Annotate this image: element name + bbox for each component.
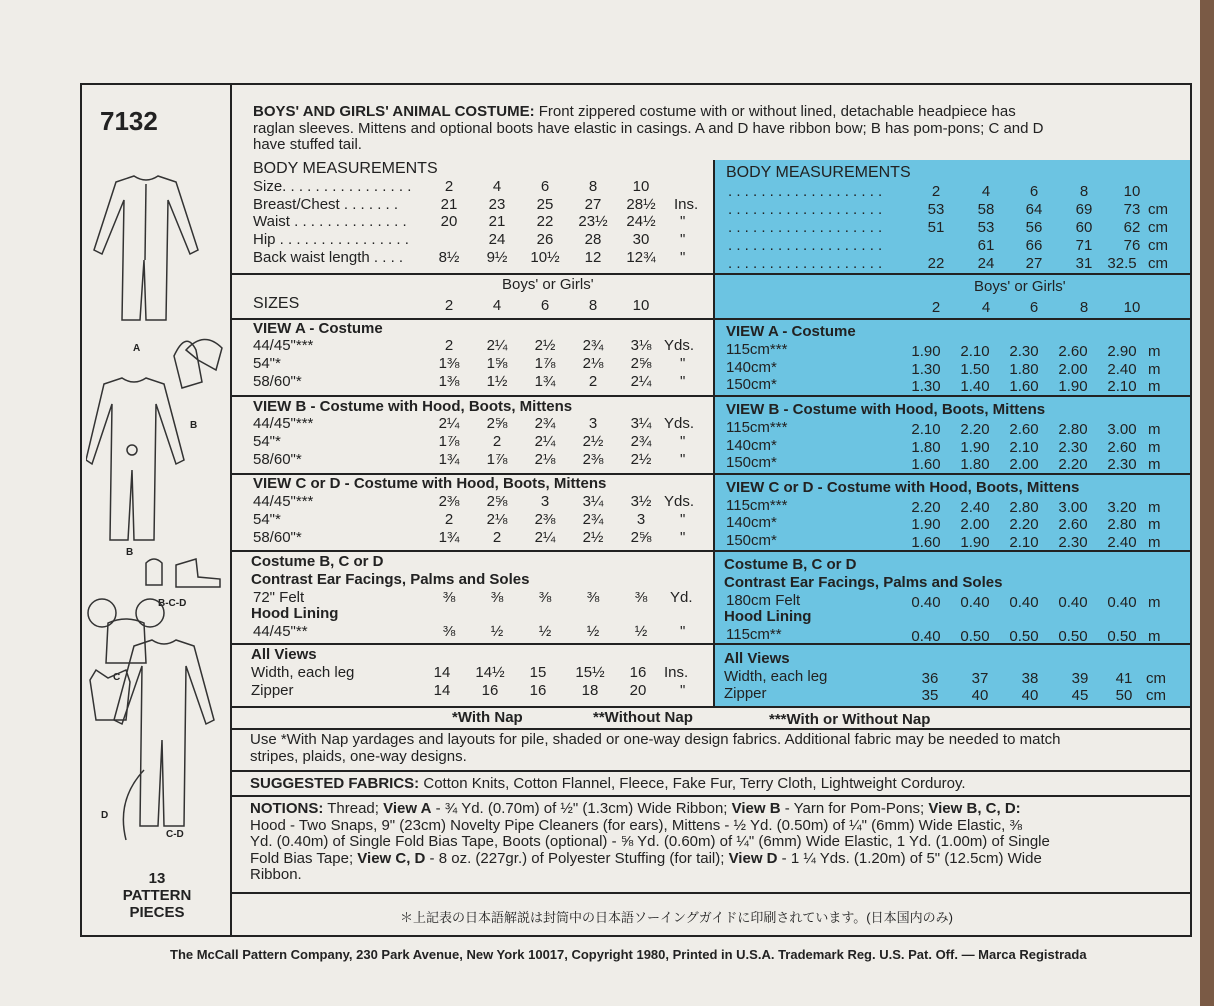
imperial-view-b-title: VIEW B - Costume with Hood, Boots, Mittens: [253, 398, 573, 415]
pattern-number: 7132: [100, 106, 158, 136]
imperial-contrast-title: Contrast Ear Facings, Palms and Soles: [251, 571, 530, 588]
metric-hood-title: Hood Lining: [724, 608, 812, 625]
divider-above-japanese: [232, 892, 1190, 894]
publisher-footer: The McCall Pattern Company, 230 Park Avenue, New York 10017, Copyright 1980, Printed in U.S.A. Trademark Reg. U.S. Pat. Off. — Marca Registrada: [170, 947, 1087, 962]
divider-above-view-b: [232, 395, 1190, 397]
imperial-all-views-title: All Views: [251, 646, 317, 663]
metric-view-cd-title: VIEW C or D - Costume with Hood, Boots, Mittens: [726, 479, 1080, 496]
divider-above-notions: [232, 795, 1190, 797]
metric-body-measurements-header: BODY MEASUREMENTS: [726, 164, 911, 181]
metric-view-a-title: VIEW A - Costume: [726, 323, 856, 340]
title-line-2: raglan sleeves. Mittens and optional boots have elastic in casings. A and D have ribbon bow; B has pom-pons; C and D: [253, 120, 1044, 137]
center-divider: [713, 160, 715, 708]
metric-costume-bcd-title: Costume B, C or D: [724, 556, 857, 573]
divider-below-measurements: [232, 273, 1190, 275]
japanese-note: ＊上記表の日本語解説は封筒中の日本語ソーイングガイドに印刷されています。(日本国内のみ): [400, 910, 953, 925]
figure-label-d: D: [101, 810, 109, 821]
figure-label-b-hood: B: [190, 420, 198, 431]
divider-above-suggested: [232, 770, 1190, 772]
metric-boys-girls-header: Boys' or Girls': [974, 278, 1066, 295]
title-line-3: have stuffed tail.: [253, 136, 362, 153]
pattern-pieces-count: 13 PATTERN PIECES: [122, 870, 192, 921]
metric-contrast-title: Contrast Ear Facings, Palms and Soles: [724, 574, 1003, 591]
legend-without-nap: **Without Nap: [593, 709, 693, 726]
mittens-boots-illustration: [140, 555, 225, 595]
view-d-illustration: [86, 630, 226, 860]
figure-label-c: C: [113, 672, 121, 683]
nap-note: Use *With Nap yardages and layouts for pile, shaded or one-way design fabrics. Additional fabric may be needed to match stripes, plaids, one-way designs.: [250, 731, 1061, 765]
suggested-fabrics: SUGGESTED FABRICS: Cotton Knits, Cotton Flannel, Fleece, Fake Fur, Terry Cloth, Lightweight Corduroy.: [250, 775, 966, 792]
view-b-illustration: [86, 330, 226, 550]
imperial-costume-bcd-title: Costume B, C or D: [251, 553, 384, 570]
divider-above-legend: [232, 706, 1190, 708]
metric-view-b-title: VIEW B - Costume with Hood, Boots, Mittens: [726, 401, 1046, 418]
imperial-hood-title: Hood Lining: [251, 605, 339, 622]
metric-all-views-title: All Views: [724, 650, 790, 667]
imperial-view-a-title: VIEW A - Costume: [253, 320, 383, 337]
imperial-boys-girls-header: Boys' or Girls': [502, 276, 594, 293]
view-a-illustration: [86, 170, 226, 340]
legend-with-nap: *With Nap: [452, 709, 523, 726]
notions: NOTIONS: Thread; View A - ¾ Yd. (0.70m) of ½" (1.3cm) Wide Ribbon; View B - Yarn for Pom-Pons; View B, C, D: Hood - Two Snaps, 9" (23cm) Novelty Pipe Cleaners (for ears), Mittens - ½ Yd. (0.50m) of ¼" (6mm) Wide Elastic, ⅜ Yd. (0.40m) of Single Fold Bias Tape, Boots (optional) - ⅝ Yd. (0.60m) of ¼" (6mm) Wide Elastic, 1 Yd. (1.00m) of Single Fold Bias Tape; View C, D - 8 oz. (227gr.) of Polyester Stuffing (for tail); View D - 1 ¼ Yds. (1.20m) of 5" (12.5cm) Wide Ribbon.: [250, 800, 1050, 883]
legend-with-or-without-nap: ***With or Without Nap: [769, 711, 931, 728]
figure-label-cd: C-D: [166, 829, 184, 840]
divider-above-nap-note: [232, 728, 1190, 730]
title-line-1: BOYS' AND GIRLS' ANIMAL COSTUME: Front zippered costume with or without lined, detachable headpiece has: [253, 103, 1016, 120]
figure-label-a: A: [133, 343, 141, 354]
imperial-view-cd-title: VIEW C or D - Costume with Hood, Boots, Mittens: [253, 475, 607, 492]
figure-label-bcd: B-C-D: [158, 598, 187, 609]
body-measurements-header: BODY MEASUREMENTS: [253, 160, 438, 177]
figure-label-b: B: [126, 547, 134, 558]
